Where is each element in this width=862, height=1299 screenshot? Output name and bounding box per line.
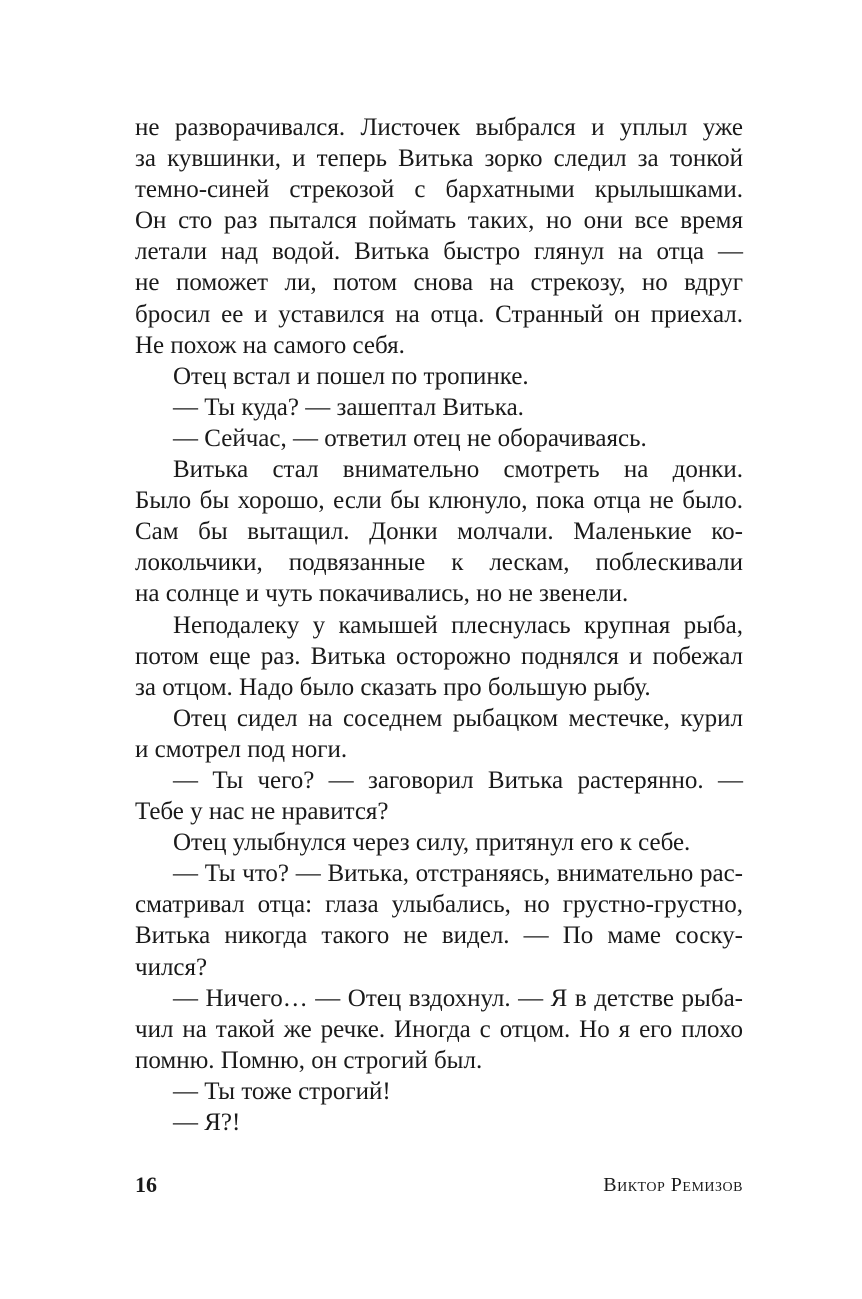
text-line: — Ты тоже строгий! [173,1077,391,1105]
text-line: Тебе у нас не нравится? [135,798,389,826]
body-text [135,112,743,1138]
text-line: за отцом. Надо было сказать про большую рыбу. [135,673,651,701]
text-line: чился? [135,953,208,981]
text-line: не поможет ли, потом снова на стрекозу, но вдруг [135,269,743,297]
text-line: Отец встал и пошел по тропинке. [173,362,529,390]
text-line: — Ничего… — Отец вздохнул. — Я в детстве рыба- [173,984,743,1012]
text-line: на солнце и чуть покачивались, но не звенели. [135,580,629,608]
text-line: за кувшинки, и теперь Витька зорко следил за тонкой [135,145,743,173]
text-line: Было бы хорошо, если бы клюнуло, пока отца не было. [135,487,743,515]
text-line: — Ты что? — Витька, отстраняясь, внимательно рас- [173,860,743,888]
text-line: локольчики, подвязанные к лескам, поблескивали [135,549,743,577]
text-line: бросил ее и уставился на отца. Странный он приехал. [135,300,743,328]
text-line: темно-синей стрекозой с бархатными крылышками. [135,176,743,204]
text-line: сматривал отца: глаза улыбались, но грустно-грустно, [135,891,743,919]
text-line: — Я?! [173,1109,241,1136]
text-line: не разворачивался. Листочек выбрался и уплыл уже [135,114,743,141]
text-line: — Ты куда? — зашептал Витька. [173,393,524,421]
text-line: — Ты чего? — заговорил Витька растерянно. — [173,766,743,794]
text-line: Витька стал внимательно смотреть на донки. [173,456,743,484]
text-line: помню. Помню, он строгий был. [135,1046,483,1074]
text-line: Витька никогда такого не видел. — По маме соску- [135,922,743,950]
text-line: — Сейчас, — ответил отец не оборачиваясь. [173,424,647,452]
text-line: Не похож на самого себя. [135,331,405,359]
text-line: Он сто раз пытался поймать таких, но они все время [135,207,743,235]
text-line: чил на такой же речке. Иногда с отцом. Но я его плохо [135,1015,743,1043]
text-line: летали над водой. Витька быстро глянул на отца — [135,238,743,266]
text-line: и смотрел под ноги. [135,735,348,763]
text-line: Отец улыбнулся через силу, притянул его к себе. [173,829,691,857]
text-line: Отец сидел на соседнем рыбацком местечке, курил [173,704,743,732]
text-line: потом еще раз. Витька осторожно поднялся и побежал [135,642,743,670]
page-number: 16 [135,1172,157,1197]
text-line: Неподалеку у камышей плеснулась крупная рыба, [173,611,743,639]
text-line: Сам бы вытащил. Донки молчали. Маленькие ко- [135,518,743,546]
running-head-author: Виктор Ремизов [603,1174,743,1196]
